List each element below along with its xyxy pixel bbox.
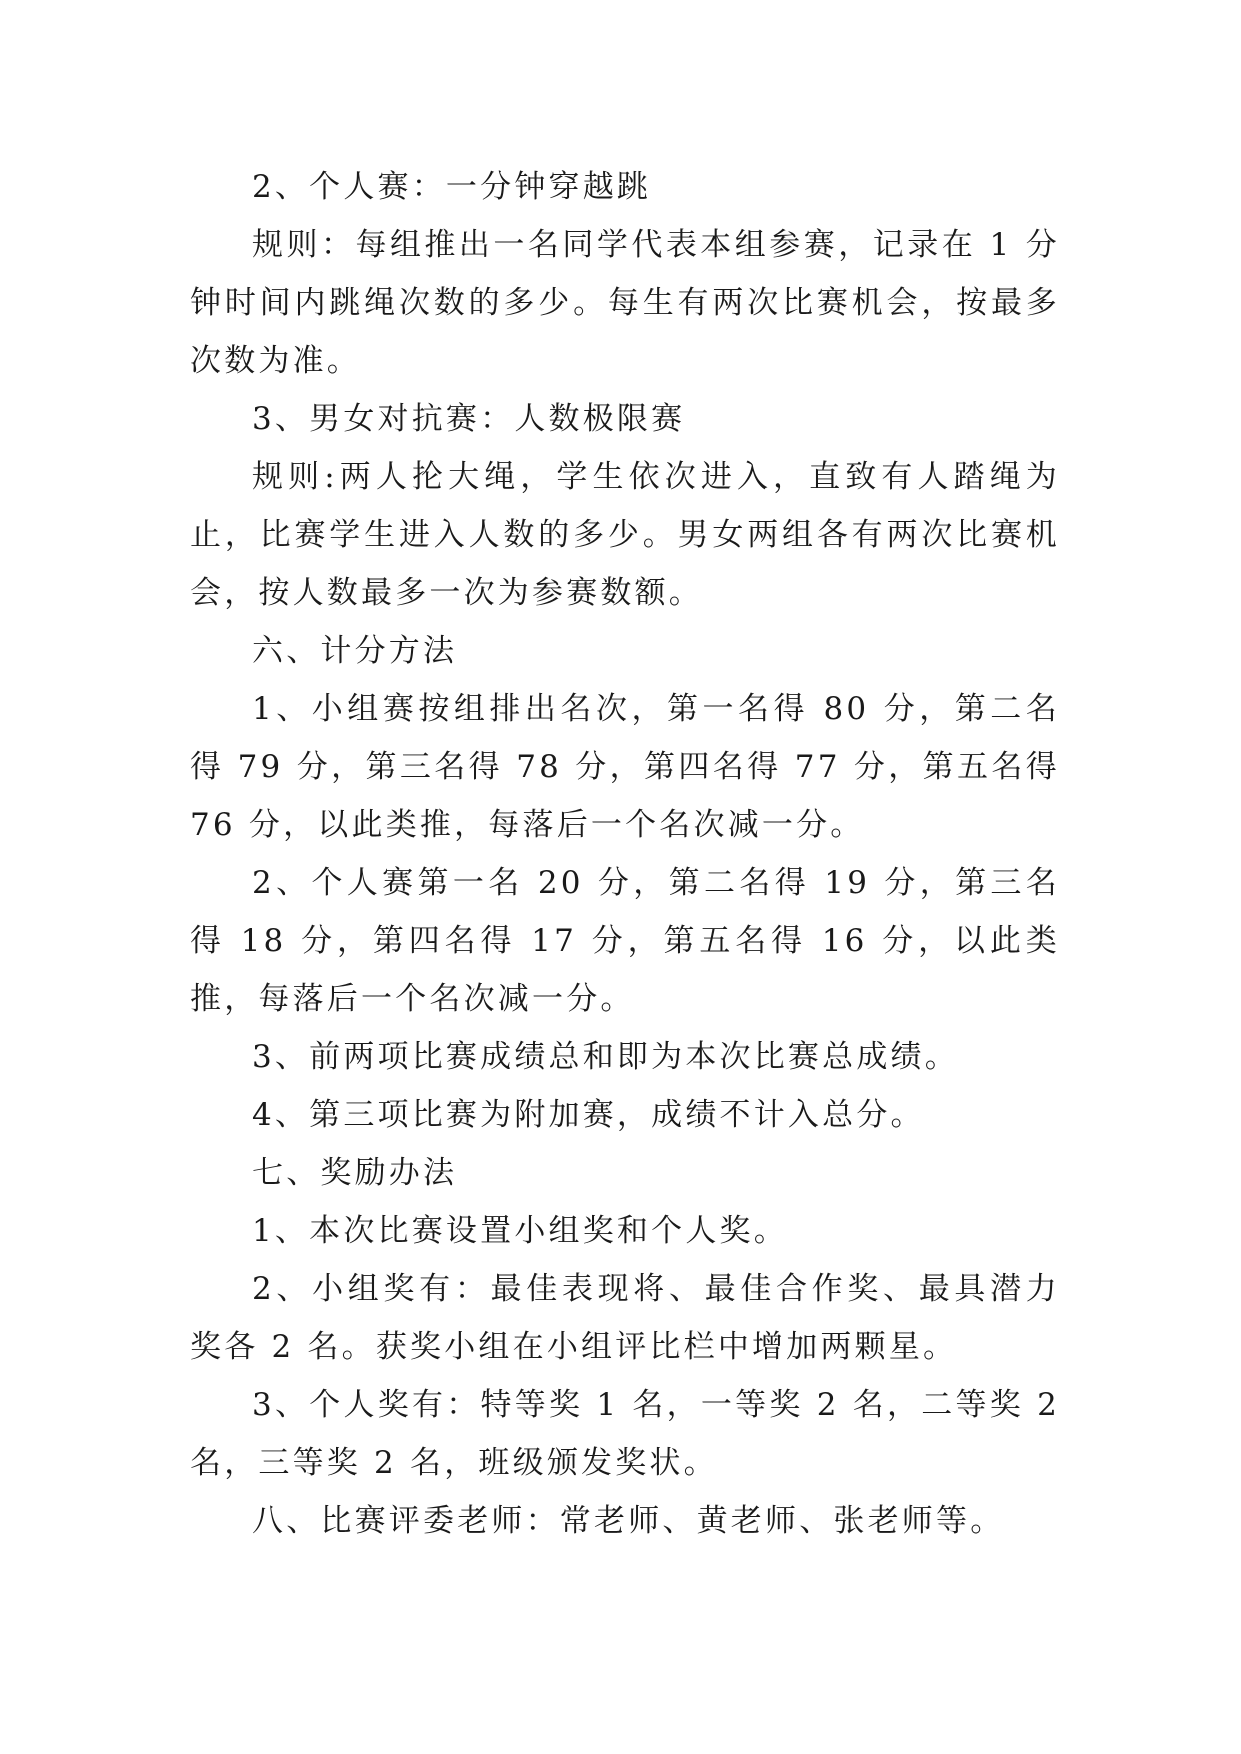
paragraph-scoring-individual: 2、个人赛第一名 20 分，第二名得 19 分，第三名得 18 分，第四名得 17 分，第五名得 16 分，以此类推，每落后一个名次减一分。 xyxy=(190,865,1060,1017)
paragraph-awards-group: 2、小组奖有：最佳表现将、最佳合作奖、最具潜力奖各 2 名。获奖小组在小组评比栏中增加两颗星。 xyxy=(190,1271,1060,1365)
paragraph-scoring-total: 3、前两项比赛成绩总和即为本次比赛总成绩。 xyxy=(252,1039,959,1075)
section-heading-judges: 八、比赛评委老师：常老师、黄老师、张老师等。 xyxy=(252,1503,1005,1539)
section-heading-awards: 七、奖励办法 xyxy=(252,1155,458,1191)
paragraph-scoring-group: 1、小组赛按组排出名次，第一名得 80 分，第二名得 79 分，第三名得 78 分，第四名得 77 分，第五名得 76 分，以此类推，每落后一个名次减一分。 xyxy=(190,691,1060,843)
paragraph-individual-contest-title: 2、个人赛：一分钟穿越跳 xyxy=(252,169,652,205)
document-body xyxy=(190,158,1060,1550)
paragraph-individual-contest-rules: 规则：每组推出一名同学代表本组参赛，记录在 1 分钟时间内跳绳次数的多少。每生有两次比赛机会，按最多次数为准。 xyxy=(190,227,1060,379)
paragraph-scoring-extra: 4、第三项比赛为附加赛，成绩不计入总分。 xyxy=(252,1097,925,1133)
paragraph-awards-overview: 1、本次比赛设置小组奖和个人奖。 xyxy=(252,1213,788,1249)
paragraph-gender-contest-title: 3、男女对抗赛：人数极限赛 xyxy=(252,401,686,437)
section-heading-scoring: 六、计分方法 xyxy=(252,633,458,669)
paragraph-gender-contest-rules: 规则:两人抡大绳，学生依次进入，直致有人踏绳为止，比赛学生进入人数的多少。男女两组各有两次比赛机会，按人数最多一次为参赛数额。 xyxy=(190,459,1060,611)
paragraph-awards-individual: 3、个人奖有：特等奖 1 名，一等奖 2 名，二等奖 2 名，三等奖 2 名，班级颁发奖状。 xyxy=(190,1387,1060,1481)
